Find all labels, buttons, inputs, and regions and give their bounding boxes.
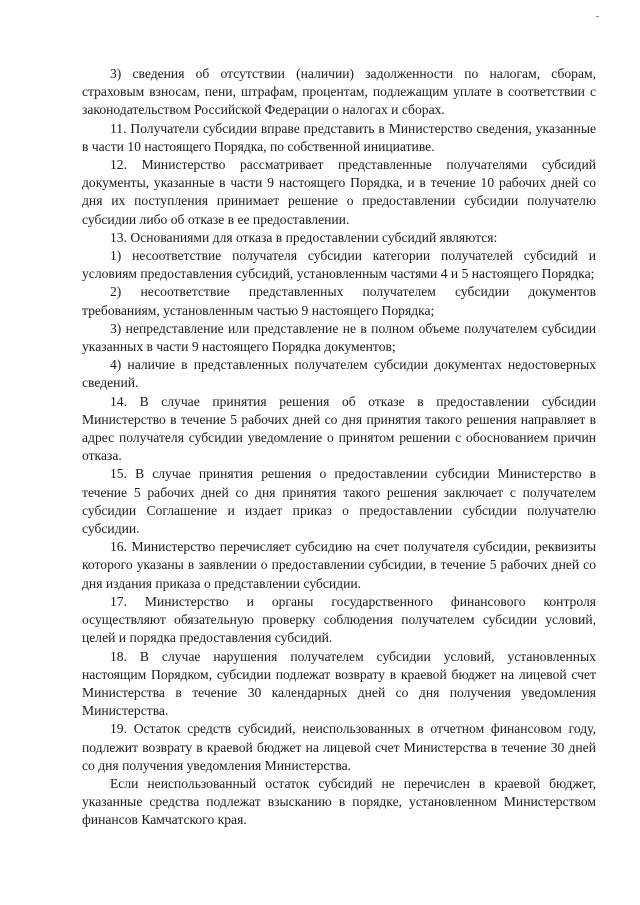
paragraph-13-item-2: 2) несоответствие представленных получателем субсидии документов требованиям, установленным частью 9 настоящего Порядка;: [82, 284, 596, 318]
paragraph-13-item-1: 1) несоответствие получателя субсидии категории получателей субсидий и условиям предоставления субсидий, установленным частями 4 и 5 настоящего Порядка;: [82, 248, 596, 282]
paragraph-item-3-tax-debt: 3) сведения об отсутствии (наличии) задолженности по налогам, сборам, страховым взносам, пени, штрафам, процентам, подлежащим уплате в соответствии с законодательством Российской Федерации о налогах и сборах.: [82, 66, 596, 118]
document-body: [82, 65, 596, 830]
paragraph-13-item-4: 4) наличие в представленных получателем субсидии документах недостоверных сведений.: [82, 357, 596, 391]
paragraph-11: 11. Получатели субсидии вправе представить в Министерство сведения, указанные в части 10 настоящего Порядка, по собственной инициативе.: [82, 120, 596, 154]
paragraph-19-continuation: Если неиспользованный остаток субсидий не перечислен в краевой бюджет, указанные средства подлежат взысканию в порядке, установленном Министерством финансов Камчатского края.: [82, 775, 596, 828]
paragraph-13: 13. Основаниями для отказа в предоставлении субсидий являются:: [110, 229, 498, 245]
scan-mark: [596, 16, 599, 17]
paragraph-16: 16. Министерство перечисляет субсидию на счет получателя субсидии, реквизиты которого указаны в заявлении о предоставлении субсидии, в течение 5 рабочих дней со дня издания приказа о представлении субсидии.: [82, 539, 596, 591]
paragraph-18: 18. В случае нарушения получателем субсидии условий, установленных настоящим Порядком, субсидии подлежат возврату в краевой бюджет на лицевой счет Министерства в течение 30 календарных дней со дня получения уведомления Министерства.: [82, 648, 596, 719]
paragraph-17: 17. Министерство и органы государственного финансового контроля осуществляют обязательную проверку соблюдения получателем субсидии условий, целей и порядка предоставления субсидий.: [82, 593, 596, 646]
paragraph-13-item-3: 3) непредставление или представление не в полном объеме получателем субсидии указанных в части 9 настоящего Порядка документов;: [82, 320, 596, 355]
paragraph-19: 19. Остаток средств субсидий, неиспользованных в отчетном финансовом году, подлежит возврату в краевой бюджет на лицевой счет Министерства в течение 30 дней со дня получения уведомления Министерства.: [82, 721, 596, 773]
paragraph-12: 12. Министерство рассматривает представленные получателями субсидий документы, указанные в части 9 настоящего Порядка, и в течение 10 рабочих дней со дня их поступления принимает решение о предоставлении субсидии получателю субсидии либо об отказе в ее предоставлении.: [82, 157, 596, 227]
paragraph-14: 14. В случае принятия решения об отказе в предоставлении субсидии Министерство в течение 5 рабочих дней со дня принятия такого решения направляет в адрес получателя субсидии уведомление о принятом решении с обоснованием причин отказа.: [82, 393, 596, 464]
paragraph-15: 15. В случае принятия решения о предоставлении субсидии Министерство в течение 5 рабочих дней со дня принятия такого решения заключает с получателем субсидии Соглашение и издает приказ о предоставлении субсидии получателю субсидии.: [82, 466, 596, 537]
